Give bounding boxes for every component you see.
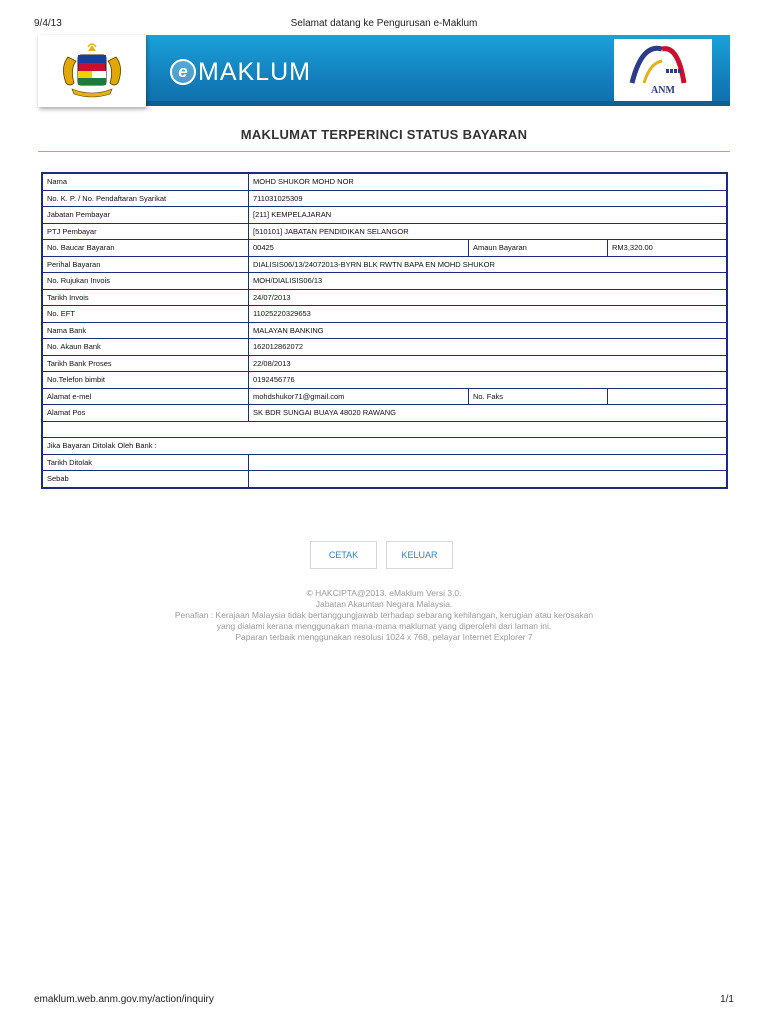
table-row [42, 372, 727, 389]
page-footer [0, 588, 768, 643]
title-divider [38, 151, 730, 152]
table-row [42, 273, 727, 290]
organization-text: Jabatan Akauntan Negara Malaysia. [315, 599, 453, 609]
value-ptj: [510101] JABATAN PENDIDIKAN SELANGOR [249, 223, 728, 240]
table-row [42, 306, 727, 323]
label-faks: No. Faks [469, 388, 608, 405]
label-ptj: PTJ Pembayar [42, 223, 249, 240]
value-sebab [249, 471, 728, 488]
print-date: 9/4/13 [34, 18, 62, 29]
print-page-number: 1/1 [720, 994, 734, 1005]
label-sebab: Sebab [42, 471, 249, 488]
banner-stripe [144, 101, 730, 106]
emaklum-logo-word: MAKLUM [198, 57, 311, 86]
value-kp: 711031025309 [249, 190, 728, 207]
table-row [42, 173, 727, 190]
label-kp: No. K. P. / No. Pendaftaran Syarikat [42, 190, 249, 207]
table-row [42, 339, 727, 356]
label-pos: Alamat Pos [42, 405, 249, 422]
emaklum-logo-e: e [170, 59, 196, 85]
empty-cell [42, 421, 727, 438]
coat-of-arms-logo [38, 35, 146, 107]
table-row [42, 471, 727, 488]
copyright-text: © HAKCIPTA@2013. eMaklum Versi 3.0. [306, 588, 462, 598]
label-akaun: No. Akaun Bank [42, 339, 249, 356]
table-row [42, 207, 727, 224]
anm-logo [614, 39, 712, 101]
value-akaun: 162012862072 [249, 339, 728, 356]
label-rujukan: No. Rujukan Invois [42, 273, 249, 290]
table-row [42, 355, 727, 372]
page-title: MAKLUMAT TERPERINCI STATUS BAYARAN [240, 127, 528, 142]
label-telefon: No.Telefon bimbit [42, 372, 249, 389]
value-tarikh-ditolak [249, 454, 728, 471]
value-tarikh-invois: 24/07/2013 [249, 289, 728, 306]
table-row [42, 190, 727, 207]
value-tarikh-proses: 22/08/2013 [249, 355, 728, 372]
label-jabatan: Jabatan Pembayar [42, 207, 249, 224]
resolution-note: Paparan terbaik menggunakan resolusi 1024 x 768, pelayar Internet Explorer 7 [235, 632, 533, 642]
value-jabatan: [211] KEMPELAJARAN [249, 207, 728, 224]
value-emel: mohdshukor71@gmail.com [249, 388, 469, 405]
disclaimer-text-2: yang dialami kerana menggunakan mana-mana maklumat yang diperolehi dari laman ini. [216, 621, 552, 631]
value-faks [608, 388, 728, 405]
table-row [42, 388, 727, 405]
rejected-heading: Jika Bayaran Ditolak Oleh Bank : [42, 438, 727, 455]
payment-details-table [41, 172, 728, 489]
cetak-button[interactable]: CETAK [310, 541, 377, 569]
table-row [42, 454, 727, 471]
label-bank: Nama Bank [42, 322, 249, 339]
value-perihal: DIALISIS06/13/24072013-BYRN BLK RWTN BAPA EN MOHD SHUKOR [249, 256, 728, 273]
table-row [42, 223, 727, 240]
label-amaun: Amaun Bayaran [469, 240, 608, 257]
value-amaun: RM3,320.00 [608, 240, 728, 257]
value-eft: 11025220329653 [249, 306, 728, 323]
table-row [42, 438, 727, 455]
value-pos: SK BDR SUNGAI BUAYA 48020 RAWANG [249, 405, 728, 422]
anm-logo-text: ANM [651, 85, 675, 96]
table-row [42, 322, 727, 339]
print-url: emaklum.web.anm.gov.my/action/inquiry [34, 994, 214, 1005]
table-row [42, 240, 727, 257]
table-row-spacer [42, 421, 727, 438]
print-title: Selamat datang ke Pengurusan e-Maklum [290, 18, 478, 29]
disclaimer-text-1: Penafian : Kerajaan Malaysia tidak bertanggungjawab terhadap sebarang kehilangan, kerugian atau kerosakan [174, 610, 594, 620]
label-emel: Alamat e-mel [42, 388, 249, 405]
value-bank: MALAYAN BANKING [249, 322, 728, 339]
site-header [38, 35, 730, 107]
table-row [42, 405, 727, 422]
label-perihal: Perihal Bayaran [42, 256, 249, 273]
label-baucar: No. Baucar Bayaran [42, 240, 249, 257]
label-tarikh-invois: Tarikh Invois [42, 289, 249, 306]
table-row [42, 256, 727, 273]
table-row [42, 289, 727, 306]
label-tarikh-ditolak: Tarikh Ditolak [42, 454, 249, 471]
value-nama: MOHD SHUKOR MOHD NOR [249, 173, 728, 190]
value-baucar: 00425 [249, 240, 469, 257]
keluar-button[interactable]: KELUAR [386, 541, 453, 569]
value-rujukan: MOH/DIALISIS06/13 [249, 273, 728, 290]
value-telefon: 0192456776 [249, 372, 728, 389]
label-nama: Nama [42, 173, 249, 190]
label-eft: No. EFT [42, 306, 249, 323]
emaklum-logo [170, 57, 311, 87]
label-tarikh-proses: Tarikh Bank Proses [42, 355, 249, 372]
